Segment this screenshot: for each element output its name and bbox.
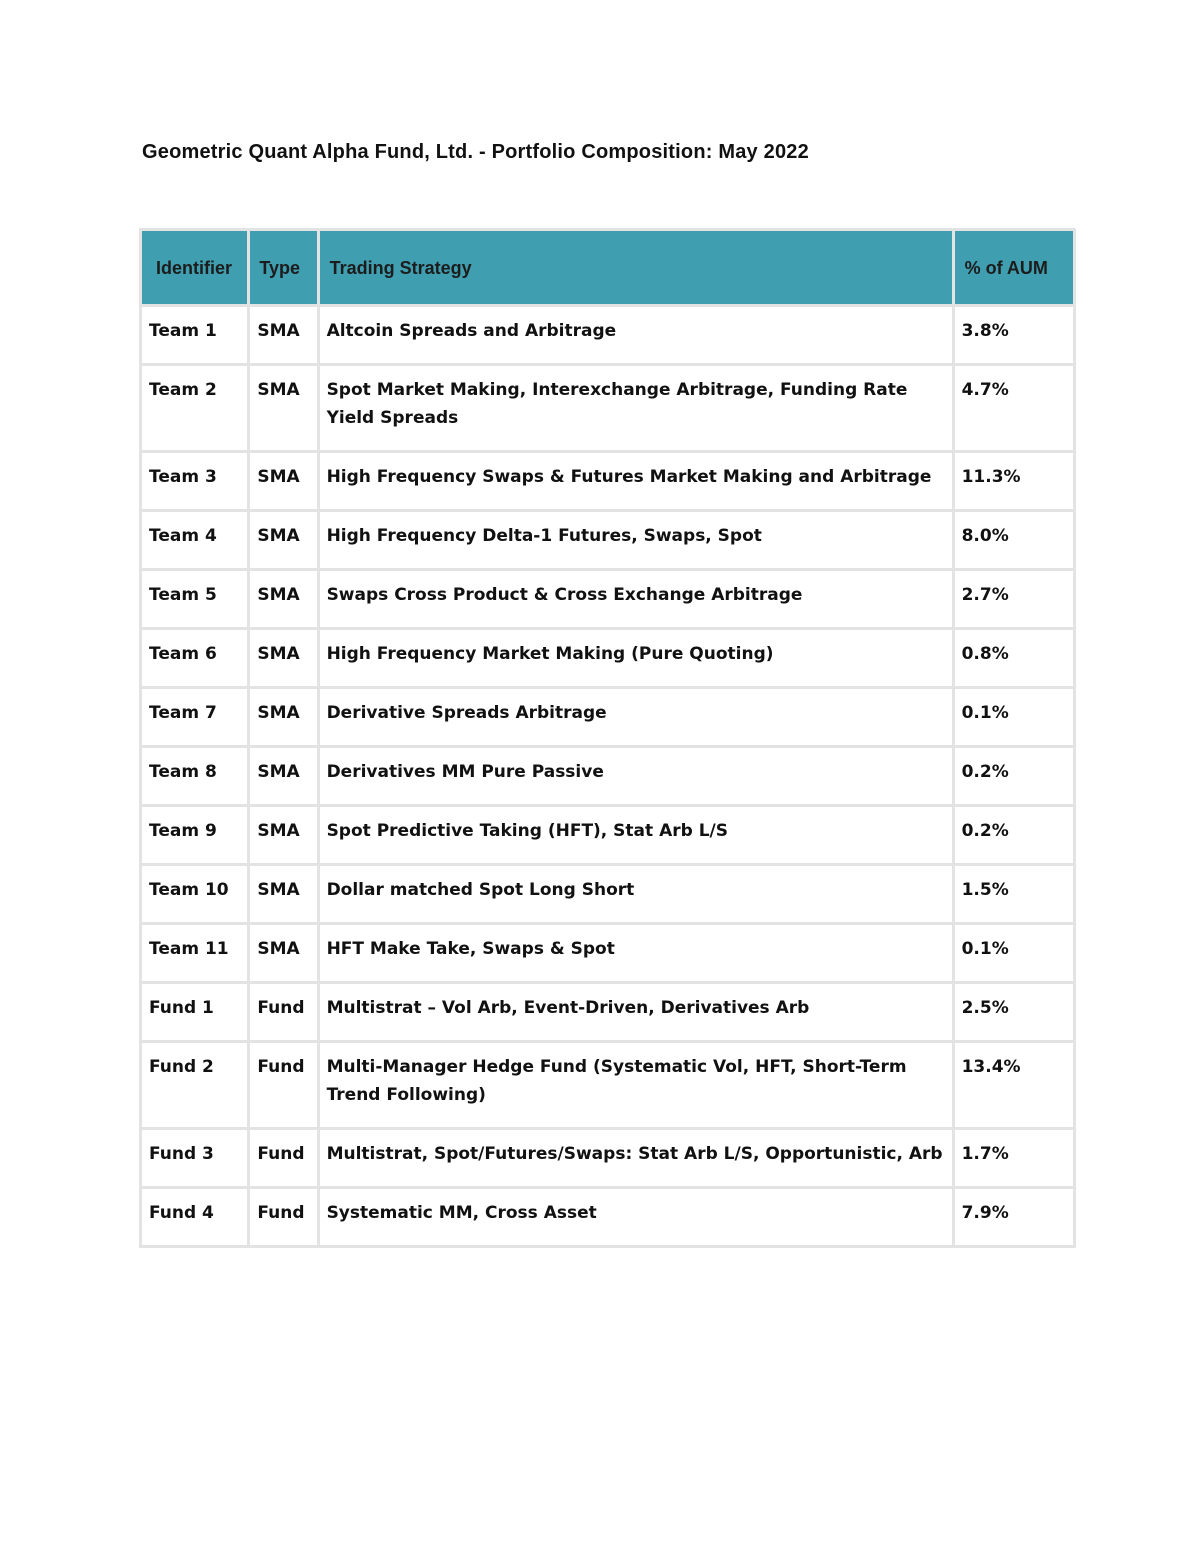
- cell-aum: 3.8%: [953, 306, 1074, 365]
- cell-aum: 0.2%: [953, 747, 1074, 806]
- cell-strategy: High Frequency Delta-1 Futures, Swaps, Spot: [318, 511, 953, 570]
- cell-aum: 11.3%: [953, 452, 1074, 511]
- cell-type: SMA: [249, 511, 318, 570]
- cell-strategy: High Frequency Market Making (Pure Quoting): [318, 629, 953, 688]
- cell-identifier: Fund 1: [141, 983, 249, 1042]
- table-body: [141, 306, 1075, 1247]
- cell-type: SMA: [249, 924, 318, 983]
- table-row: [141, 570, 1075, 629]
- cell-type: SMA: [249, 570, 318, 629]
- cell-strategy: High Frequency Swaps & Futures Market Making and Arbitrage: [318, 452, 953, 511]
- cell-identifier: Team 11: [141, 924, 249, 983]
- table-header: [141, 230, 1075, 306]
- cell-type: SMA: [249, 688, 318, 747]
- cell-strategy: Dollar matched Spot Long Short: [318, 865, 953, 924]
- cell-aum: 2.7%: [953, 570, 1074, 629]
- cell-identifier: Team 7: [141, 688, 249, 747]
- table-row: [141, 747, 1075, 806]
- cell-identifier: Team 6: [141, 629, 249, 688]
- cell-identifier: Team 9: [141, 806, 249, 865]
- cell-strategy: Multi-Manager Hedge Fund (Systematic Vol, HFT, Short-Term Trend Following): [318, 1042, 953, 1129]
- cell-type: Fund: [249, 1188, 318, 1247]
- table-row: [141, 452, 1075, 511]
- header-trading-strategy: Trading Strategy: [318, 230, 953, 306]
- cell-strategy: Systematic MM, Cross Asset: [318, 1188, 953, 1247]
- cell-aum: 13.4%: [953, 1042, 1074, 1129]
- cell-aum: 1.5%: [953, 865, 1074, 924]
- cell-strategy: Multistrat – Vol Arb, Event-Driven, Derivatives Arb: [318, 983, 953, 1042]
- portfolio-table: [139, 228, 1076, 1248]
- cell-strategy: Swaps Cross Product & Cross Exchange Arbitrage: [318, 570, 953, 629]
- cell-aum: 2.5%: [953, 983, 1074, 1042]
- header-type: Type: [249, 230, 318, 306]
- cell-aum: 8.0%: [953, 511, 1074, 570]
- cell-identifier: Team 2: [141, 365, 249, 452]
- cell-identifier: Fund 3: [141, 1129, 249, 1188]
- table-row: [141, 688, 1075, 747]
- cell-identifier: Team 3: [141, 452, 249, 511]
- cell-strategy: Derivatives MM Pure Passive: [318, 747, 953, 806]
- cell-type: SMA: [249, 806, 318, 865]
- cell-strategy: Spot Market Making, Interexchange Arbitrage, Funding Rate Yield Spreads: [318, 365, 953, 452]
- cell-strategy: Multistrat, Spot/Futures/Swaps: Stat Arb L/S, Opportunistic, Arb: [318, 1129, 953, 1188]
- table-row: [141, 865, 1075, 924]
- cell-identifier: Fund 2: [141, 1042, 249, 1129]
- cell-identifier: Team 5: [141, 570, 249, 629]
- cell-type: SMA: [249, 865, 318, 924]
- cell-identifier: Team 1: [141, 306, 249, 365]
- table-row: [141, 1129, 1075, 1188]
- cell-aum: 1.7%: [953, 1129, 1074, 1188]
- table-row: [141, 983, 1075, 1042]
- cell-aum: 0.1%: [953, 688, 1074, 747]
- table-row: [141, 924, 1075, 983]
- cell-identifier: Team 8: [141, 747, 249, 806]
- header-percent-aum: % of AUM: [953, 230, 1074, 306]
- cell-type: Fund: [249, 983, 318, 1042]
- cell-type: Fund: [249, 1042, 318, 1129]
- cell-type: SMA: [249, 452, 318, 511]
- cell-type: SMA: [249, 629, 318, 688]
- cell-aum: 7.9%: [953, 1188, 1074, 1247]
- cell-strategy: Derivative Spreads Arbitrage: [318, 688, 953, 747]
- table-row: [141, 511, 1075, 570]
- cell-strategy: Altcoin Spreads and Arbitrage: [318, 306, 953, 365]
- cell-type: SMA: [249, 747, 318, 806]
- cell-type: Fund: [249, 1129, 318, 1188]
- table-row: [141, 1188, 1075, 1247]
- cell-strategy: HFT Make Take, Swaps & Spot: [318, 924, 953, 983]
- table-header-row: [141, 230, 1075, 306]
- table-row: [141, 1042, 1075, 1129]
- cell-aum: 0.8%: [953, 629, 1074, 688]
- table-row: [141, 806, 1075, 865]
- table-row: [141, 306, 1075, 365]
- cell-identifier: Team 10: [141, 865, 249, 924]
- cell-strategy: Spot Predictive Taking (HFT), Stat Arb L/S: [318, 806, 953, 865]
- cell-identifier: Team 4: [141, 511, 249, 570]
- table-row: [141, 629, 1075, 688]
- cell-identifier: Fund 4: [141, 1188, 249, 1247]
- cell-type: SMA: [249, 365, 318, 452]
- header-identifier: Identifier: [141, 230, 249, 306]
- table-row: [141, 365, 1075, 452]
- cell-aum: 0.1%: [953, 924, 1074, 983]
- cell-aum: 0.2%: [953, 806, 1074, 865]
- cell-aum: 4.7%: [953, 365, 1074, 452]
- page-title: Geometric Quant Alpha Fund, Ltd. - Portfolio Composition: May 2022: [142, 141, 809, 163]
- cell-type: SMA: [249, 306, 318, 365]
